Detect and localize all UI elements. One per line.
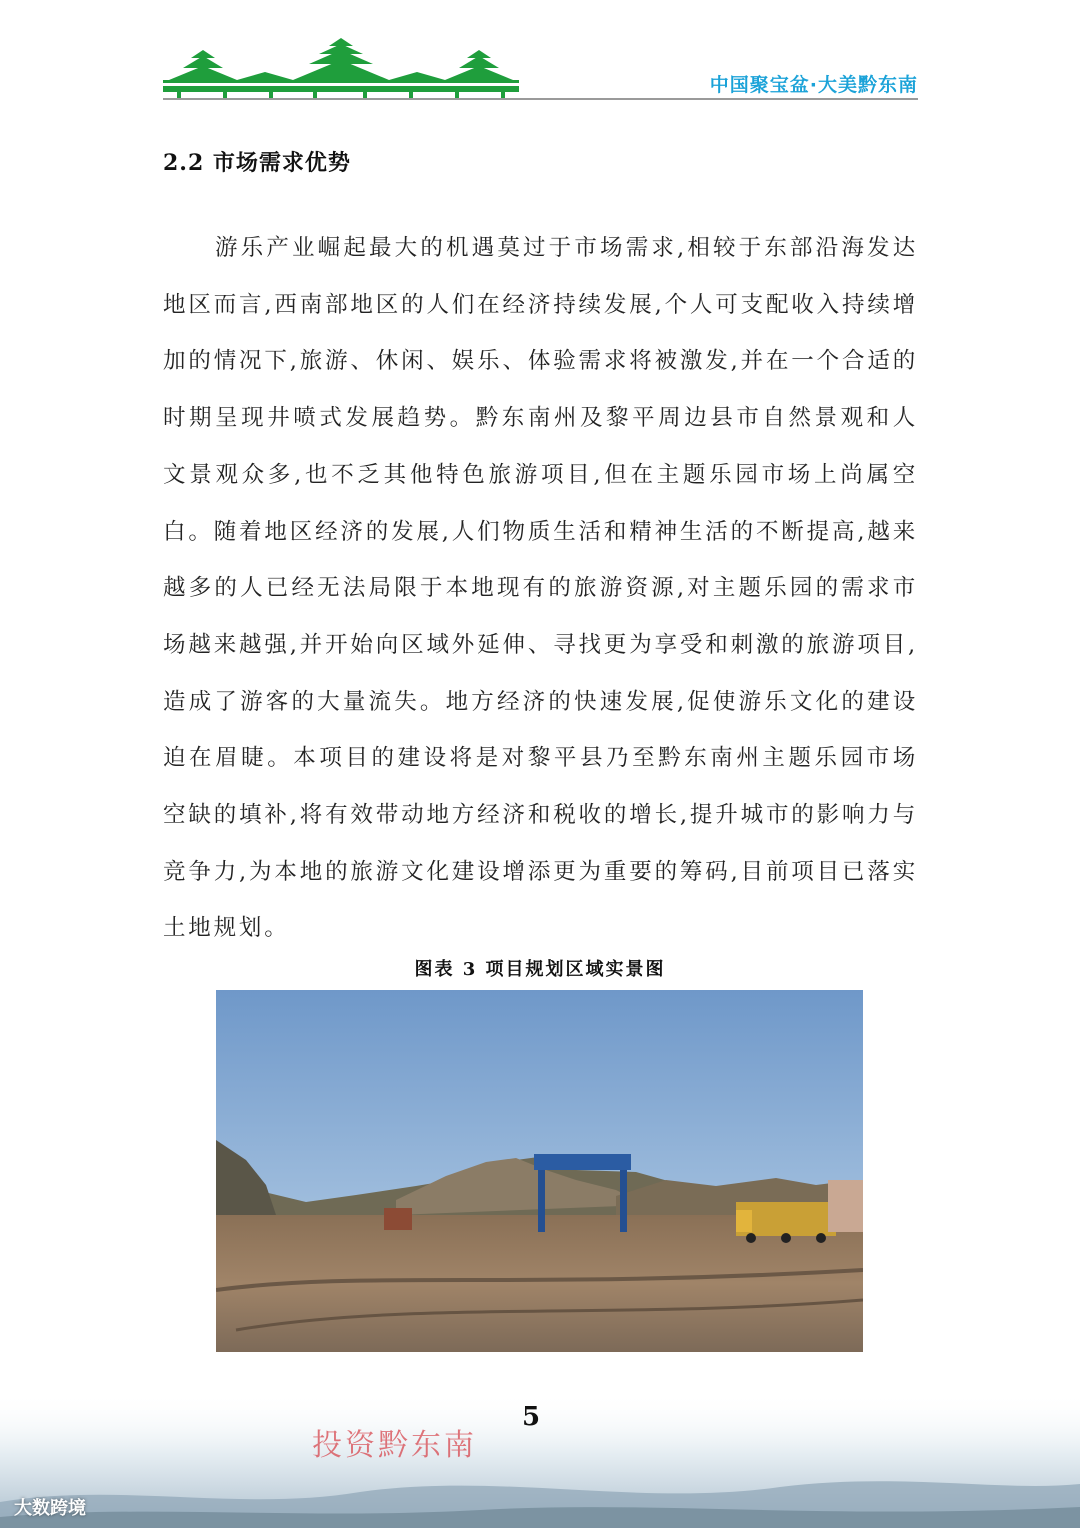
section-heading: 2.2 市场需求优势 xyxy=(163,150,351,176)
page-header xyxy=(163,36,918,100)
header-tagline: 中国聚宝盆·大美黔东南 xyxy=(709,74,918,96)
project-site-photo xyxy=(216,990,863,1352)
source-watermark: 大数跨境 xyxy=(14,1498,86,1519)
header-divider xyxy=(163,98,918,100)
page-number: 5 xyxy=(521,1402,541,1432)
body-paragraph: 游乐产业崛起最大的机遇莫过于市场需求,相较于东部沿海发达地区而言,西南部地区的人们在经济持续发展,个人可支配收入持续增加的情况下,旅游、休闲、娱乐、体验需求将被激发,并在一个合适的时期呈现井喷式发展趋势。黔东南州及黎平周边县市自然景观和人文景观众多,也不乏其他特色旅游项目,但在主题乐园市场上尚属空白。随着地区经济的发展,人们物质生活和精神生活的不断提高,越来越多的人已经无法局限于本地现有的旅游资源,对主题乐园的需求市场越来越强,并开始向区域外延伸、寻找更为享受和刺激的旅游项目,造成了游客的大量流失。地方经济的快速发展,促使游乐文化的建设迫在眉睫。本项目的建设将是对黎平县乃至黔东南州主题乐园市场空缺的填补,将有效带动地方经济和税收的增长,提升城市的影响力与竞争力,为本地的旅游文化建设增添更为重要的筹码,目前项目已落实土地规划。 xyxy=(163,235,918,942)
pavilion-bridge-logo xyxy=(163,36,519,98)
figure-caption: 图表 3 项目规划区域实景图 xyxy=(414,959,666,980)
footer-brand-logo: 投资黔东南 xyxy=(312,1428,477,1463)
